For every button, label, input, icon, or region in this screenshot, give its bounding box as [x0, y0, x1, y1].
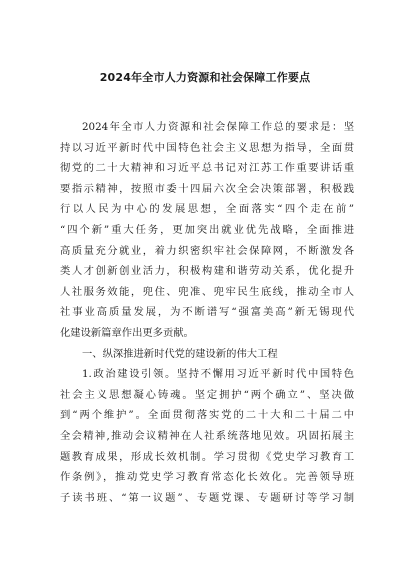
paragraph-line: 要指示精神，按照市委十四届六次全会决策部署，积极践	[60, 182, 354, 195]
paragraph-line: 全会精神,推动会议精神在人社系统落地见效。巩固拓展主	[60, 429, 354, 442]
paragraph-line: 人社服务效能，兜住、兜准、兜牢民生底线，推动全市人	[60, 285, 354, 298]
document-body	[60, 117, 354, 508]
paragraph-line: 题教育成果，形成长效机制。学习贯彻《党史学习教育工	[60, 450, 354, 463]
paragraph-line: “四个新”重大任务，更加突出就业优先战略，全面推进	[60, 223, 354, 236]
paragraph-line: 化建设新篇章作出更多贡献。	[60, 326, 194, 339]
paragraph-line: 社会主义思想凝心铸魂。坚定拥护“两个确立”、坚决做	[60, 388, 354, 401]
paragraph-line: 到“两个维护”。全面贯彻落实党的二十大和二十届二中	[60, 409, 354, 422]
paragraph-line: 持以习近平新时代中国特色社会主义思想为指导，全面贯	[60, 141, 354, 154]
paragraph-line: 社事业高质量发展，为不断谱写“强富美高”新无锡现代	[60, 306, 354, 319]
paragraph-line: 类人才创新创业活力，积极构建和谐劳动关系，优化提升	[60, 265, 354, 278]
paragraph-line: 高质量充分就业，着力织密织牢社会保障网，不断激发各	[60, 244, 354, 257]
paragraph-line: 子读书班、“第一议题”、专题党课、专题研讨等学习制	[60, 491, 354, 504]
paragraph-line: 2024年全市人力资源和社会保障工作总的要求是：坚	[82, 121, 354, 133]
paragraph-line: 作条例》，推动党史学习教育常态化长效化。完善领导班	[60, 471, 354, 484]
section-heading: 一、纵深推进新时代党的建设新的伟大工程	[82, 347, 278, 360]
paragraph-line: 1.政治建设引领。坚持不懈用习近平新时代中国特色	[82, 368, 354, 381]
paragraph-line: 彻党的二十大精神和习近平总书记对江苏工作重要讲话重	[60, 162, 354, 175]
document-title: 2024年全市人力资源和社会保障工作要点	[99, 71, 311, 84]
paragraph-line: 行以人民为中心的发展思想，全面落实“四个走在前”	[60, 203, 354, 216]
